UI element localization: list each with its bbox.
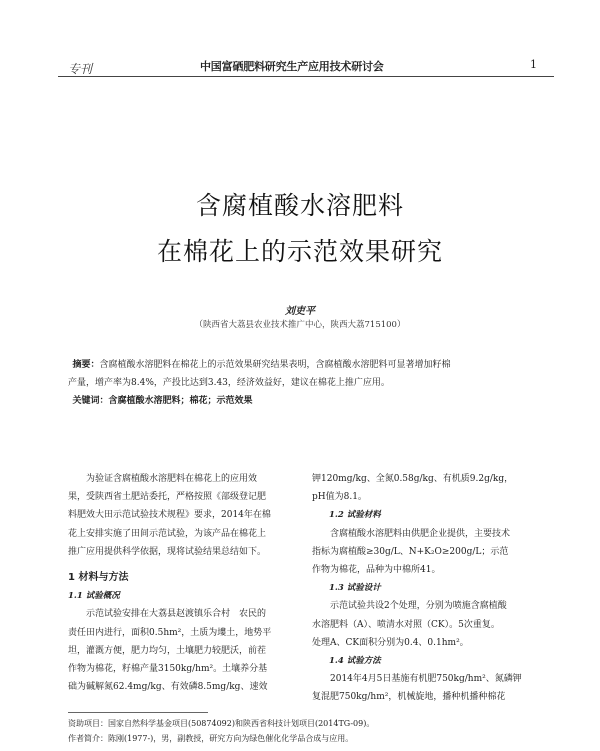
para-line: 处理A、CK面积分别为0.4、0.1hm²。 [312, 637, 469, 648]
subsection-1-4: 1.4 试验方法 [329, 656, 381, 667]
right-column [312, 470, 548, 707]
para-line: 坦，灌溉方便，肥力均匀，土壤肥力较肥沃，前茬 [68, 645, 267, 656]
abstract-text-1: 含腐植酸水溶肥料在棉花上的示范效果研究结果表明，含腐植酸水溶肥料可显著增加籽棉 [99, 360, 451, 370]
page-number: 1 [530, 58, 537, 71]
header-rule [58, 76, 554, 77]
abstract [68, 356, 544, 410]
para-line: 础为碱解氮62.4mg/kg、有效磷8.5mg/kg、速效 [68, 682, 268, 693]
author-bio-note: 作者简介：陈刚(1977-)，男，副教授，研究方向为绿色催化化学品合成与应用。 [68, 734, 354, 743]
para-line: 含腐植酸水溶肥料由供肥企业提供，主要技术 [330, 528, 511, 539]
keywords-label: 关键词： [72, 396, 109, 406]
para-line: 钾120mg/kg、全氮0.58g/kg、有机质9.2g/kg， [312, 474, 514, 484]
para-line: 指标为腐植酸≥30g/L、N+K₂O≥200g/L；示范 [312, 546, 509, 557]
running-header: 中国富硒肥料研究生产应用技术研讨会 [200, 60, 384, 73]
para-line: 示范试验共设2个处理，分别为喷施含腐植酸 [330, 601, 507, 612]
subsection-1-1: 1.1 试验概况 [68, 591, 120, 602]
footnotes [68, 716, 558, 746]
abstract-text-2: 产量，增产率为8.4%，产投比达到3.43，经济效益好，建议在棉花上推广应用。 [68, 378, 390, 388]
subsection-1-2: 1.2 试验材料 [329, 510, 381, 521]
author-name: 刘吏平 [285, 306, 315, 317]
abstract-label: 摘要： [72, 360, 100, 370]
intro-line: 推广应用提供科学依据，现将试验结果总结如下。 [68, 546, 267, 557]
title-line-1: 含腐植酸水溶肥料 [195, 191, 404, 220]
intro-line: 料肥效大田示范试验技术规程》要求，2014年在棉 [68, 510, 271, 521]
para-line: 责任田内进行，面积0.5hm²，土质为塿土，地势平 [68, 627, 272, 638]
footnote-rule [68, 712, 208, 713]
left-column [68, 470, 304, 696]
keywords: 含腐植酸水溶肥料；棉花；示范效果 [108, 396, 253, 406]
para-line: 作物为棉花，籽棉产量3150kg/hm²。土壤养分基 [68, 664, 268, 675]
subsection-1-3: 1.3 试验设计 [329, 583, 381, 594]
para-line: 水溶肥料（A）、喷清水对照（CK）。5次重复。 [312, 619, 500, 630]
para-line: 2014年4月5日基施有机肥750kg/hm²、氮磷钾 [330, 674, 522, 685]
intro-line: 花上安排实施了田间示范试验，为该产品在棉花上 [68, 528, 267, 539]
author-affiliation: （陕西省大荔县农业技术推广中心，陕西大荔715100） [194, 320, 406, 330]
section-heading-1: 1 材料与方法 [68, 572, 129, 584]
intro-line: 为验证含腐植酸水溶肥料在棉花上的应用效 [86, 474, 258, 484]
intro-line: 果，受陕西省土肥站委托，严格按照《部级登记肥 [68, 492, 267, 503]
title-line-2: 在棉花上的示范效果研究 [156, 237, 443, 266]
para-line: 示范试验安排在大荔县赵渡镇乐合村 农民的 [86, 609, 267, 620]
para-line: pH值为8.1。 [312, 492, 367, 503]
journal-section-label: 专刊 [68, 62, 93, 76]
para-line: 作物为棉花，品种为中棉所41。 [312, 565, 441, 576]
para-line: 复混肥750kg/hm²，机械旋地，播种机播种棉花 [312, 692, 506, 703]
funding-note: 资助项目：国家自然科学基金项目(50874092)和陕西省科技计划项目(2014TG-09)。 [68, 719, 375, 728]
